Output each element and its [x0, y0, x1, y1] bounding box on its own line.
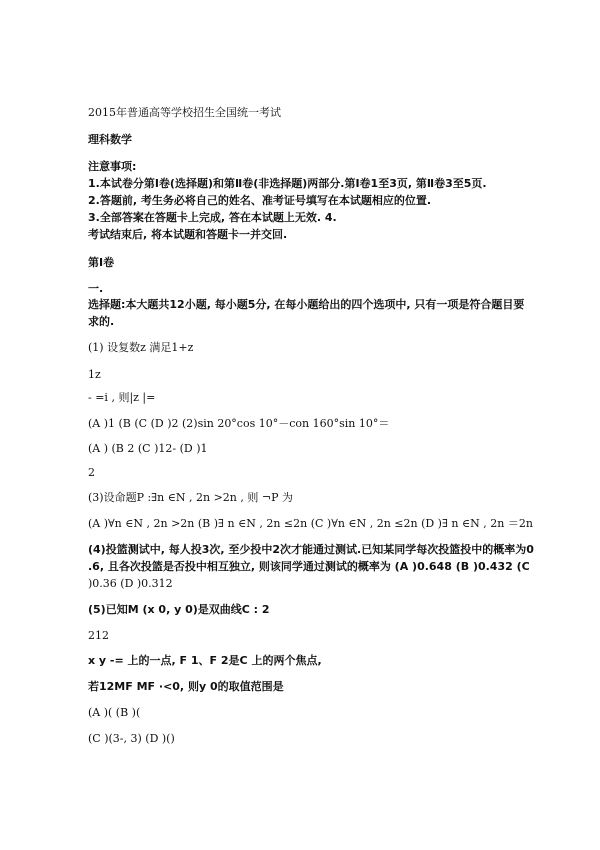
question-5-options-c-d: (C )(3-, 3) (D )()	[88, 732, 175, 745]
section-instructions-line-1: 选择题:本大题共12小题, 每小题5分, 在每小题给出的四个选项中, 只有一项是符合题目要	[88, 298, 525, 311]
question-1-fraction-top: 1z	[88, 368, 101, 381]
notes-heading: 注意事项:	[88, 160, 137, 173]
exam-title: 2015年普通高等学校招生全国统一考试	[88, 106, 281, 119]
question-1-fraction-bottom: - =i , 则|z |=	[88, 391, 156, 404]
question-5-line-2: x y -= 上的一点, F 1、F 2是C 上的两个焦点,	[88, 654, 322, 667]
question-4-line-2: .6, 且各次投篮是否投中相互独立, 则该同学通过测试的概率为 (A )0.648 (B )0.432 (C	[88, 560, 530, 573]
question-4-line-1: (4)投篮测试中, 每人投3次, 至少投中2次才能通过测试.已知某同学每次投篮投中的概率为0	[88, 543, 534, 556]
question-2-options: (A ) (B 2 (C )12- (D )1	[88, 442, 208, 455]
section-number: 一.	[88, 282, 104, 295]
section-instructions-line-2: 求的.	[88, 315, 115, 328]
part-heading: 第Ⅰ卷	[88, 256, 115, 269]
notes-item-3: 3.全部答案在答题卡上完成, 答在本试题上无效. 4.	[88, 211, 337, 224]
question-3-stem: (3)设命题P :∃n ∈N , 2n >2n , 则 ¬P 为	[88, 491, 293, 504]
notes-item-4: 考试结束后, 将本试题和答题卡一并交回.	[88, 228, 288, 241]
question-5-stem: (5)已知M (x 0, y 0)是双曲线C : 2	[88, 603, 270, 616]
question-4-line-3: )0.36 (D )0.312	[88, 577, 173, 590]
question-3-options: (A )∀n ∈N , 2n >2n (B )∃ n ∈N , 2n ≤2n (C )∀n ∈N , 2n ≤2n (D )∃ n ∈N , 2n ＝2n	[88, 517, 533, 530]
question-5-options-a-b: (A )( (B )(	[88, 706, 141, 719]
notes-item-1: 1.本试卷分第Ⅰ卷(选择题)和第Ⅱ卷(非选择题)两部分.第Ⅰ卷1至3页, 第Ⅱ卷3至5页.	[88, 177, 487, 190]
question-1-stem: (1) 设复数z 满足1+z	[88, 341, 194, 354]
subject-title: 理科数学	[88, 133, 132, 146]
question-5-line-3: 若12MF MF ·<0, 则y 0的取值范围是	[88, 680, 284, 693]
notes-item-2: 2.答题前, 考生务必将自己的姓名、准考证号填写在本试题相应的位置.	[88, 194, 432, 207]
question-1-2-options: (A )1 (B (C (D )2 (2)sin 20°cos 10°－con 160°sin 10°＝	[88, 417, 390, 430]
question-5-numbers: 212	[88, 629, 109, 642]
question-2-extra: 2	[88, 466, 95, 479]
